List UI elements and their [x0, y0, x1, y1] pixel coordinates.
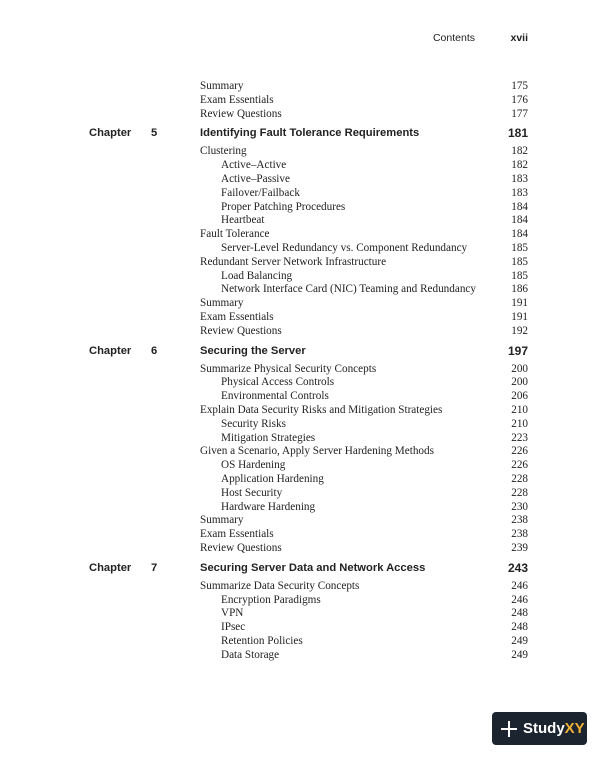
entry-page: 184: [511, 228, 528, 241]
entry-page: 246: [511, 579, 528, 592]
toc-entry: [0, 363, 612, 377]
entry-title: Exam Essentials: [200, 310, 274, 323]
toc-subentry: [0, 607, 612, 621]
entry-title: Summary: [200, 514, 244, 527]
page-number: xvii: [510, 32, 528, 44]
entry-title: Application Hardening: [221, 472, 324, 485]
entry-page: 185: [511, 269, 528, 282]
entry-title: Hardware Hardening: [221, 500, 316, 513]
toc-entry: [0, 404, 612, 418]
entry-page: 200: [511, 362, 528, 375]
chapter-number: 5: [151, 127, 158, 140]
entry-page: 223: [511, 431, 528, 444]
entry-page: 226: [511, 459, 528, 472]
toc-subentry: [0, 418, 612, 432]
entry-page: 185: [511, 241, 528, 254]
toc-subentry: [0, 432, 612, 446]
entry-title: Data Storage: [221, 648, 280, 661]
entry-page: 239: [511, 541, 528, 554]
entry-title: Fault Tolerance: [200, 228, 270, 241]
header-section-title: Contents: [432, 32, 475, 44]
entry-page: 175: [511, 80, 528, 92]
entry-page: 186: [511, 283, 528, 296]
entry-title: OS Hardening: [221, 459, 286, 472]
toc-entry: [0, 580, 612, 594]
table-of-contents: [0, 80, 612, 662]
toc-entry: [0, 297, 612, 311]
entry-title: Network Interface Card (NIC) Teaming and Redundancy: [221, 283, 476, 296]
entry-page: 192: [511, 324, 528, 337]
entry-page: 185: [511, 255, 528, 268]
chapter-title: Identifying Fault Tolerance Requirements: [200, 127, 420, 140]
toc-subentry: [0, 159, 612, 173]
chapter-title: Securing the Server: [200, 344, 306, 357]
entry-title: Host Security: [221, 486, 283, 499]
toc-subentry: [0, 242, 612, 256]
entry-title: Given a Scenario, Apply Server Hardening Methods: [200, 445, 434, 458]
entry-page: 200: [511, 376, 528, 389]
toc-entry: [0, 256, 612, 270]
toc-entry: [0, 542, 612, 556]
chapter-page: 181: [507, 126, 528, 141]
entry-title: Exam Essentials: [200, 528, 274, 541]
entry-title: Failover/Failback: [221, 186, 300, 199]
entry-title: Clustering: [200, 145, 247, 158]
toc-entry: [0, 80, 612, 94]
toc-subentry: [0, 187, 612, 201]
entry-title: Load Balancing: [221, 269, 293, 282]
toc-entry: [0, 311, 612, 325]
chapter-heading: [0, 559, 612, 578]
toc-subentry: [0, 214, 612, 228]
toc-entry: [0, 325, 612, 339]
entry-title: Summarize Data Security Concepts: [200, 579, 360, 592]
entry-page: 246: [511, 593, 528, 606]
entry-title: Mitigation Strategies: [221, 431, 316, 444]
entry-title: VPN: [221, 607, 244, 620]
chapter-label: Chapter: [89, 127, 132, 140]
entry-page: 183: [511, 172, 528, 185]
chapter-heading: [0, 342, 612, 361]
entry-page: 249: [511, 634, 528, 647]
toc-entry: [0, 228, 612, 242]
entry-title: Review Questions: [200, 107, 282, 120]
entry-title: Proper Patching Procedures: [221, 200, 346, 213]
chapter-label: Chapter: [89, 561, 132, 574]
entry-page: 210: [511, 417, 528, 430]
toc-subentry: [0, 270, 612, 284]
entry-title: Active–Active: [221, 159, 287, 172]
entry-page: 230: [511, 500, 528, 513]
toc-entry: [0, 145, 612, 159]
entry-title: Summarize Physical Security Concepts: [200, 362, 377, 375]
entry-title: Active–Passive: [221, 172, 290, 185]
entry-page: 184: [511, 200, 528, 213]
entry-page: 226: [511, 445, 528, 458]
entry-title: IPsec: [221, 621, 246, 634]
toc-entry: [0, 445, 612, 459]
logo-text: [523, 720, 585, 737]
entry-page: 182: [511, 145, 528, 158]
toc-entry: [0, 528, 612, 542]
entry-title: Summary: [200, 80, 244, 92]
logo-text-main: Study: [523, 720, 565, 737]
entry-title: Retention Policies: [221, 634, 303, 647]
plus-icon: [501, 721, 517, 737]
toc-subentry: [0, 501, 612, 515]
entry-title: Environmental Controls: [221, 390, 329, 403]
entry-page: 183: [511, 186, 528, 199]
entry-page: 210: [511, 403, 528, 416]
toc-entry: [0, 514, 612, 528]
logo-text-accent: XY: [564, 720, 585, 737]
entry-page: 182: [511, 159, 528, 172]
entry-page: 238: [511, 528, 528, 541]
chapter-label: Chapter: [89, 344, 132, 357]
toc-subentry: [0, 621, 612, 635]
toc-subentry: [0, 376, 612, 390]
entry-title: Exam Essentials: [200, 93, 274, 106]
toc-entry: [0, 94, 612, 108]
entry-page: 238: [511, 514, 528, 527]
toc-subentry: [0, 594, 612, 608]
entry-page: 249: [511, 648, 528, 661]
toc-subentry: [0, 201, 612, 215]
chapter-number: 7: [151, 561, 158, 574]
entry-title: Review Questions: [200, 324, 282, 337]
toc-subentry: [0, 487, 612, 501]
studyxy-logo: [492, 712, 587, 745]
entry-page: 176: [511, 93, 528, 106]
entry-page: 191: [511, 310, 528, 323]
entry-page: 228: [511, 472, 528, 485]
chapter-page: 197: [507, 343, 528, 358]
entry-title: Review Questions: [200, 541, 282, 554]
entry-title: Server-Level Redundancy vs. Component Redundancy: [221, 241, 468, 254]
toc-subentry: [0, 390, 612, 404]
entry-page: 177: [511, 107, 528, 120]
entry-title: Physical Access Controls: [221, 376, 335, 389]
toc-subentry: [0, 283, 612, 297]
entry-page: 248: [511, 621, 528, 634]
entry-page: 206: [511, 390, 528, 403]
toc-subentry: [0, 459, 612, 473]
chapter-number: 6: [151, 344, 158, 357]
entry-title: Explain Data Security Risks and Mitigation Strategies: [200, 403, 443, 416]
entry-page: 248: [511, 607, 528, 620]
running-header: [0, 32, 612, 46]
entry-title: Heartbeat: [221, 214, 265, 227]
entry-page: 191: [511, 297, 528, 310]
toc-subentry: [0, 173, 612, 187]
entry-page: 184: [511, 214, 528, 227]
chapter-heading: [0, 124, 612, 143]
chapter-title: Securing Server Data and Network Access: [200, 561, 426, 574]
entry-title: Encryption Paradigms: [221, 593, 321, 606]
entry-title: Security Risks: [221, 417, 286, 430]
toc-entry: [0, 108, 612, 122]
entry-title: Summary: [200, 297, 244, 310]
chapter-page: 243: [507, 560, 528, 575]
toc-subentry: [0, 473, 612, 487]
entry-title: Redundant Server Network Infrastructure: [200, 255, 387, 268]
entry-page: 228: [511, 486, 528, 499]
toc-subentry: [0, 649, 612, 663]
toc-subentry: [0, 635, 612, 649]
